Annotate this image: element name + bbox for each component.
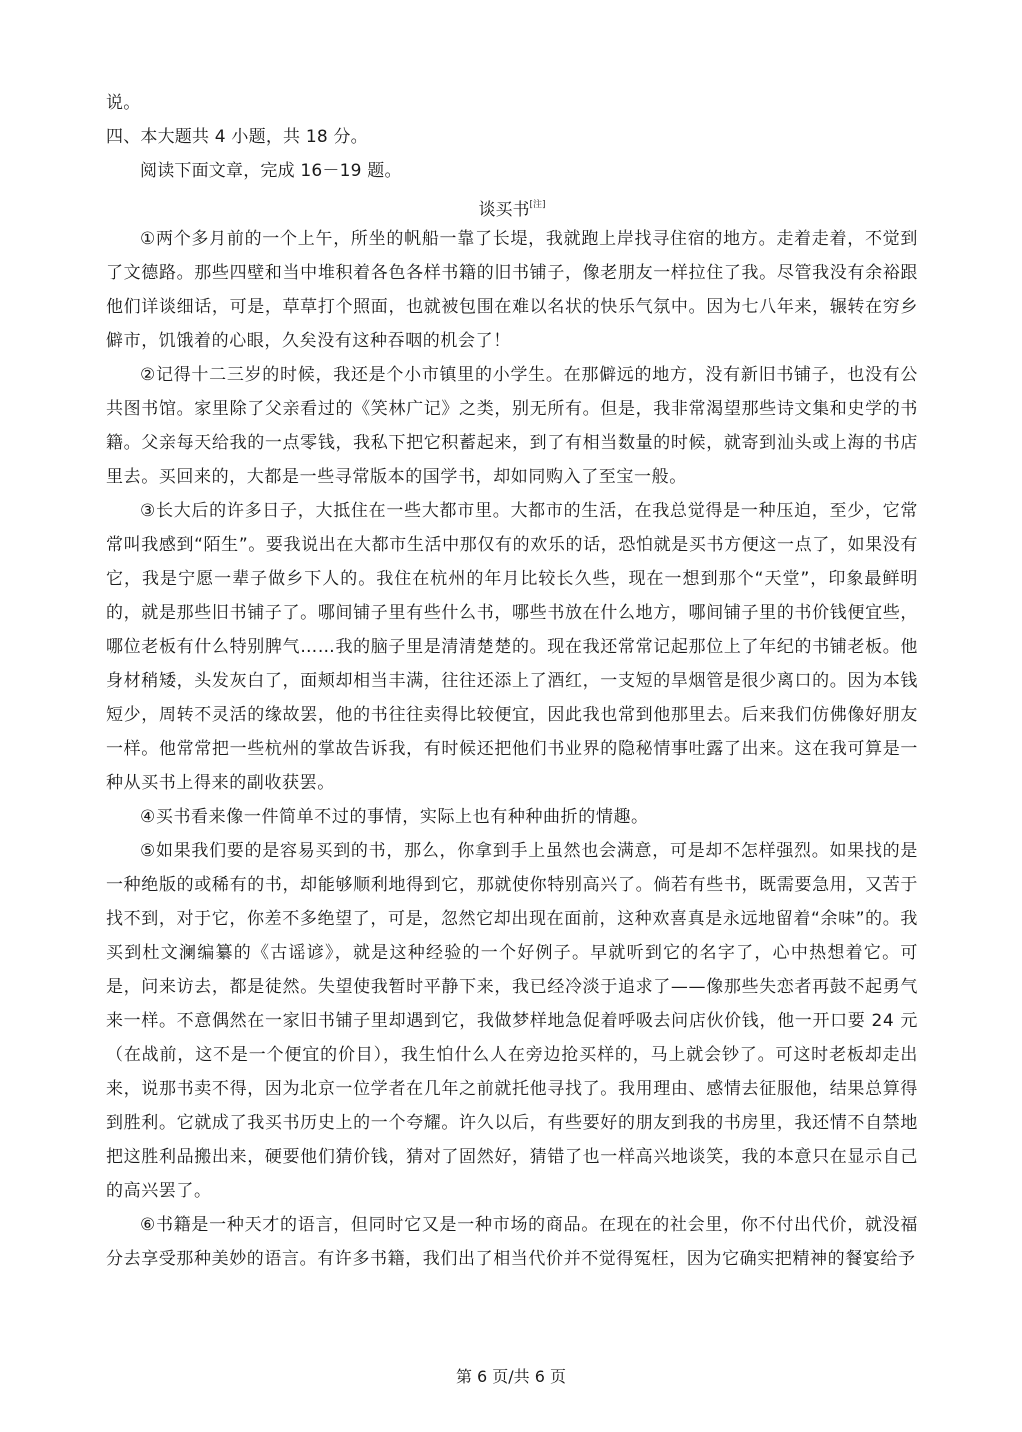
paragraph-3: ③长大后的许多日子，大抵住在一些大都市里。大都市的生活，在我总觉得是一种压迫，至少，它常常叫我感到“陌生”。要我说出在大都市生活中那仅有的欢乐的话，恐怕就是买书方便这一点了，如果没有它，我是宁愿一辈子做乡下人的。我住在杭州的年月比较长久些，现在一想到那个“天堂”，印象最鲜明的，就是那些旧书铺子了。哪间铺子里有些什么书，哪些书放在什么地方，哪间铺子里的书价钱便宜些，哪位老板有什么特别脾气……我的脑子里是清清楚楚的。现在我还常常记起那位上了年纪的书铺老板。他身材稍矮，头发灰白了，面颊却相当丰满，往往还添上了酒红，一支短的旱烟管是很少离口的。因为本钱短少，周转不灵活的缘故罢，他的书往往卖得比较便宜，因此我也常到他那里去。后来我们仿佛像好朋友一样。他常常把一些杭州的掌故告诉我，有时候还把他们书业界的隐秘情事吐露了出来。这在我可算是一种从买书上得来的副收获罢。 [106,501,918,793]
lead-line: 说。 [106,93,141,113]
paragraph-2: ②记得十二三岁的时候，我还是个小市镇里的小学生。在那僻远的地方，没有新旧书铺子，也没有公共图书馆。家里除了父亲看过的《笑林广记》之类，别无所有。但是，我非常渴望那些诗文集和史学的书籍。父亲每天给我的一点零钱，我私下把它积蓄起来，到了有相当数量的时候，就寄到汕头或上海的书店里去。买回来的，大都是一些寻常版本的国学书，却如同购入了至宝一般。 [106,365,918,487]
article-title-footnote-mark: [注] [529,200,546,210]
page-content [106,86,918,1276]
paragraph-6: ⑥书籍是一种天才的语言，但同时它又是一种市场的商品。在现在的社会里，你不付出代价，就没福分去享受那种美妙的语言。有许多书籍，我们出了相当代价并不觉得冤枉，因为它确实把精神的餐宴给予 [106,1215,918,1269]
reading-instruction: 阅读下面文章，完成 16－19 题。 [140,161,402,181]
paragraph-4: ④买书看来像一件简单不过的事情，实际上也有种种曲折的情趣。 [140,807,649,827]
page-number-footer: 第 6 页/共 6 页 [455,1367,567,1386]
article-title [106,188,918,222]
section-heading: 四、本大题共 4 小题，共 18 分。 [106,127,368,147]
article-title-text: 谈买书 [478,200,530,220]
paragraph-5: ⑤如果我们要的是容易买到的书，那么，你拿到手上虽然也会满意，可是却不怎样强烈。如果找的是一种绝版的或稀有的书，却能够顺利地得到它，那就使你特别高兴了。倘若有些书，既需要急用，又苦于找不到，对于它，你差不多绝望了，可是，忽然它却出现在面前，这种欢喜真是永远地留着“余味”的。我买到杜文澜编纂的《古谣谚》，就是这种经验的一个好例子。早就听到它的名字了，心中热想着它。可是，问来访去，都是徒然。失望使我暂时平静下来，我已经冷淡于追求了——像那些失恋者再鼓不起勇气来一样。不意偶然在一家旧书铺子里却遇到它，我做梦样地急促着呼吸去问店伙价钱，他一开口要 24 元（在战前，这不是一个便宜的价目），我生怕什么人在旁边抢买样的，马上就会钞了。可这时老板却走出来，说那书卖不得，因为北京一位学者在几年之前就托他寻找了。我用理由、感情去征服他，结果总算得到胜利。它就成了我买书历史上的一个夸耀。许久以后，有些要好的朋友到我的书房里，我还情不自禁地把这胜利品搬出来，硬要他们猜价钱，猜对了固然好，猜错了也一样高兴地谈笑，我的本意只在显示自己的高兴罢了。 [106,841,918,1201]
paragraph-1: ①两个多月前的一个上午，所坐的帆船一靠了长堤，我就跑上岸找寻住宿的地方。走着走着，不觉到了文德路。那些四壁和当中堆积着各色各样书籍的旧书铺子，像老朋友一样拉住了我。尽管我没有余裕跟他们详谈细话，可是，草草打个照面，也就被包围在难以名状的快乐气氛中。因为七八年来，辗转在穷乡僻市，饥饿着的心眼，久矣没有这种吞咽的机会了！ [106,229,918,351]
